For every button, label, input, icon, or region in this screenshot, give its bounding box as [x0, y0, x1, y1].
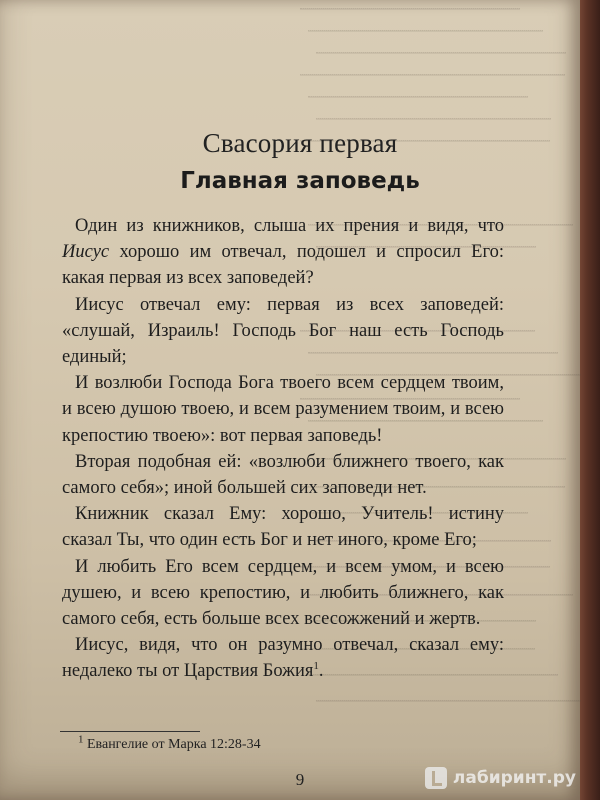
footnote	[78, 733, 261, 753]
show-through-line	[308, 30, 543, 32]
watermark	[425, 767, 576, 789]
footnote-text: Евангелие от Марка 12:28-34	[87, 737, 261, 752]
show-through-line	[308, 96, 528, 98]
paragraph: Один из книжников, слыша их прения и видя, что Иисус хорошо им отвечал, подошел и спросил Его: какая первая из всех заповедей?	[62, 216, 504, 289]
footnote-divider	[60, 731, 200, 732]
footnote-marker: 1	[78, 733, 84, 746]
show-through-line	[316, 700, 581, 702]
labirint-logo-icon	[425, 767, 447, 789]
chapter-title: Главная заповедь	[180, 168, 420, 194]
paragraph: Иисус отвечал ему: первая из всех заповедей: «слушай, Израиль! Господь Бог наш есть Господь единый;	[62, 294, 504, 368]
show-through-line	[316, 52, 566, 54]
paragraph: И любить Его всем сердцем, и всем умом, и всею душею, и всею крепостию, и любить ближнего, как самого себя, есть больше всех всесожжений и жертв.	[62, 556, 504, 630]
paragraph: Вторая подобная ей: «возлюби ближнего твоего, как самого себя»; иной большей сих заповеди нет.	[62, 451, 504, 499]
show-through-line	[300, 8, 520, 10]
watermark-text: лабиринт.ру	[452, 768, 576, 788]
show-through-line	[300, 74, 565, 76]
footnote-reference[interactable]: 1	[313, 660, 319, 673]
body-text	[62, 213, 504, 685]
page-number: 9	[295, 770, 305, 789]
chapter-subtitle: Свасория первая	[202, 128, 398, 158]
paragraph: И возлюби Господа Бога твоего всем сердцем твоим, и всею душою твоею, и всем разумением твоим, и всею крепостию твоею»: вот первая заповедь!	[62, 373, 504, 446]
book-cover-edge	[578, 0, 600, 800]
show-through-line	[316, 118, 551, 120]
paragraph: Книжник сказал Ему: хорошо, Учитель! истину сказал Ты, что один есть Бог и нет иного, кроме Его;	[62, 504, 504, 551]
paragraph: Иисус, видя, что он разумно отвечал, сказал ему: недалеко ты от Царствия Божия$^1$.	[62, 635, 504, 682]
